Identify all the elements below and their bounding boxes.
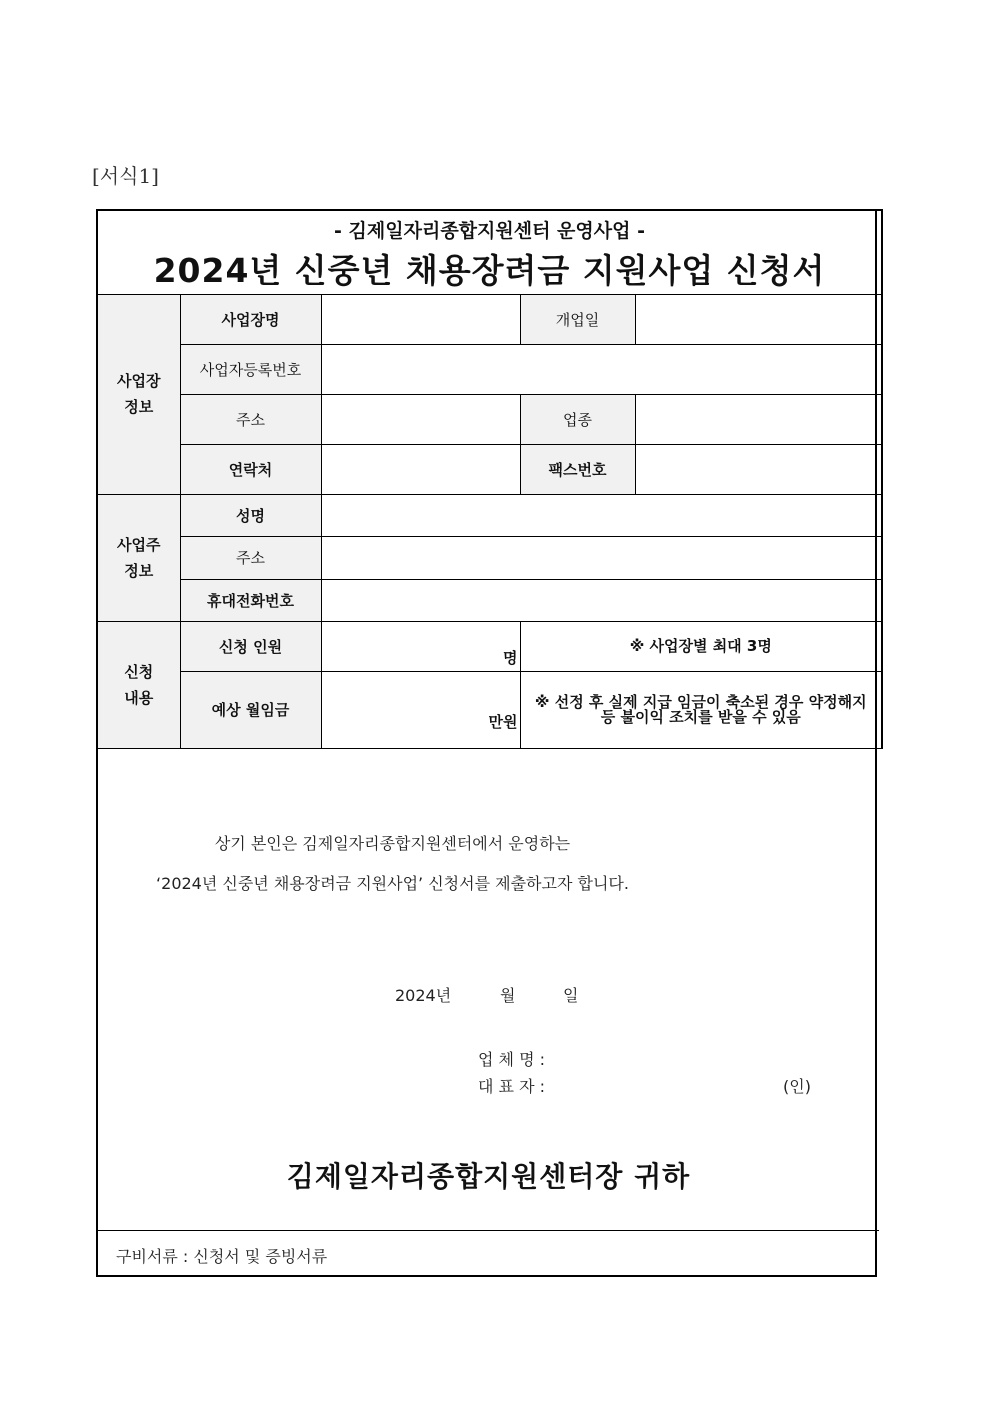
wage-unit: 만원 (488, 712, 518, 731)
application-section-text: 신청 내용 (124, 662, 154, 707)
recipient: 김제일자리종합지원센터장 귀하 (286, 1160, 691, 1193)
wage-note-text: ※ 선정 후 실제 지급 임금이 축소된 경우 약정해지 등 불이익 조치를 받을 수 있음 (534, 692, 867, 726)
headcount-unit: 명 (503, 648, 518, 667)
opening-date-label: 개업일 (520, 294, 635, 344)
mobile-label: 휴대전화번호 (180, 579, 321, 621)
form-outer-border (96, 209, 877, 1277)
fax-label: 팩스번호 (520, 444, 635, 494)
footer-divider (96, 1230, 879, 1231)
headcount-label: 신청 인원 (180, 621, 321, 671)
owner-name-label: 성명 (180, 494, 321, 536)
contact-label: 연락처 (180, 444, 321, 494)
headcount-note: ※ 사업장별 최대 3명 (520, 621, 882, 671)
owner-info-section-text: 사업주 정보 (117, 535, 161, 580)
representative-label: 대 표 자 : (478, 1077, 546, 1096)
date-day: 일 (563, 986, 579, 1005)
business-address-label: 주소 (180, 394, 321, 444)
date-year: 2024년 (395, 986, 452, 1005)
date-month: 월 (500, 986, 516, 1005)
form-title: 2024년 신중년 채용장려금 지원사업 신청서 (153, 251, 826, 291)
company-name-label: 업 체 명 : (478, 1050, 546, 1069)
wage-label: 예상 월임금 (180, 671, 321, 748)
form-number-label: [서식1] (92, 164, 159, 188)
declaration-line-2: ‘2024년 신중년 채용장려금 지원사업’ 신청서를 제출하고자 합니다. (156, 874, 629, 893)
business-name-label: 사업장명 (180, 294, 321, 344)
declaration-line-1: 상기 본인은 김제일자리종합지원센터에서 운영하는 (214, 834, 571, 853)
form-subtitle: - 김제일자리종합지원센터 운영사업 - (334, 220, 645, 243)
seal-mark: (인) (783, 1077, 811, 1096)
owner-address-label: 주소 (180, 536, 321, 579)
industry-label: 업종 (520, 394, 635, 444)
required-documents-note: 구비서류 : 신청서 및 증빙서류 (116, 1247, 328, 1266)
registration-no-label: 사업자등록번호 (180, 344, 321, 394)
business-info-section-text: 사업장 정보 (117, 372, 161, 416)
